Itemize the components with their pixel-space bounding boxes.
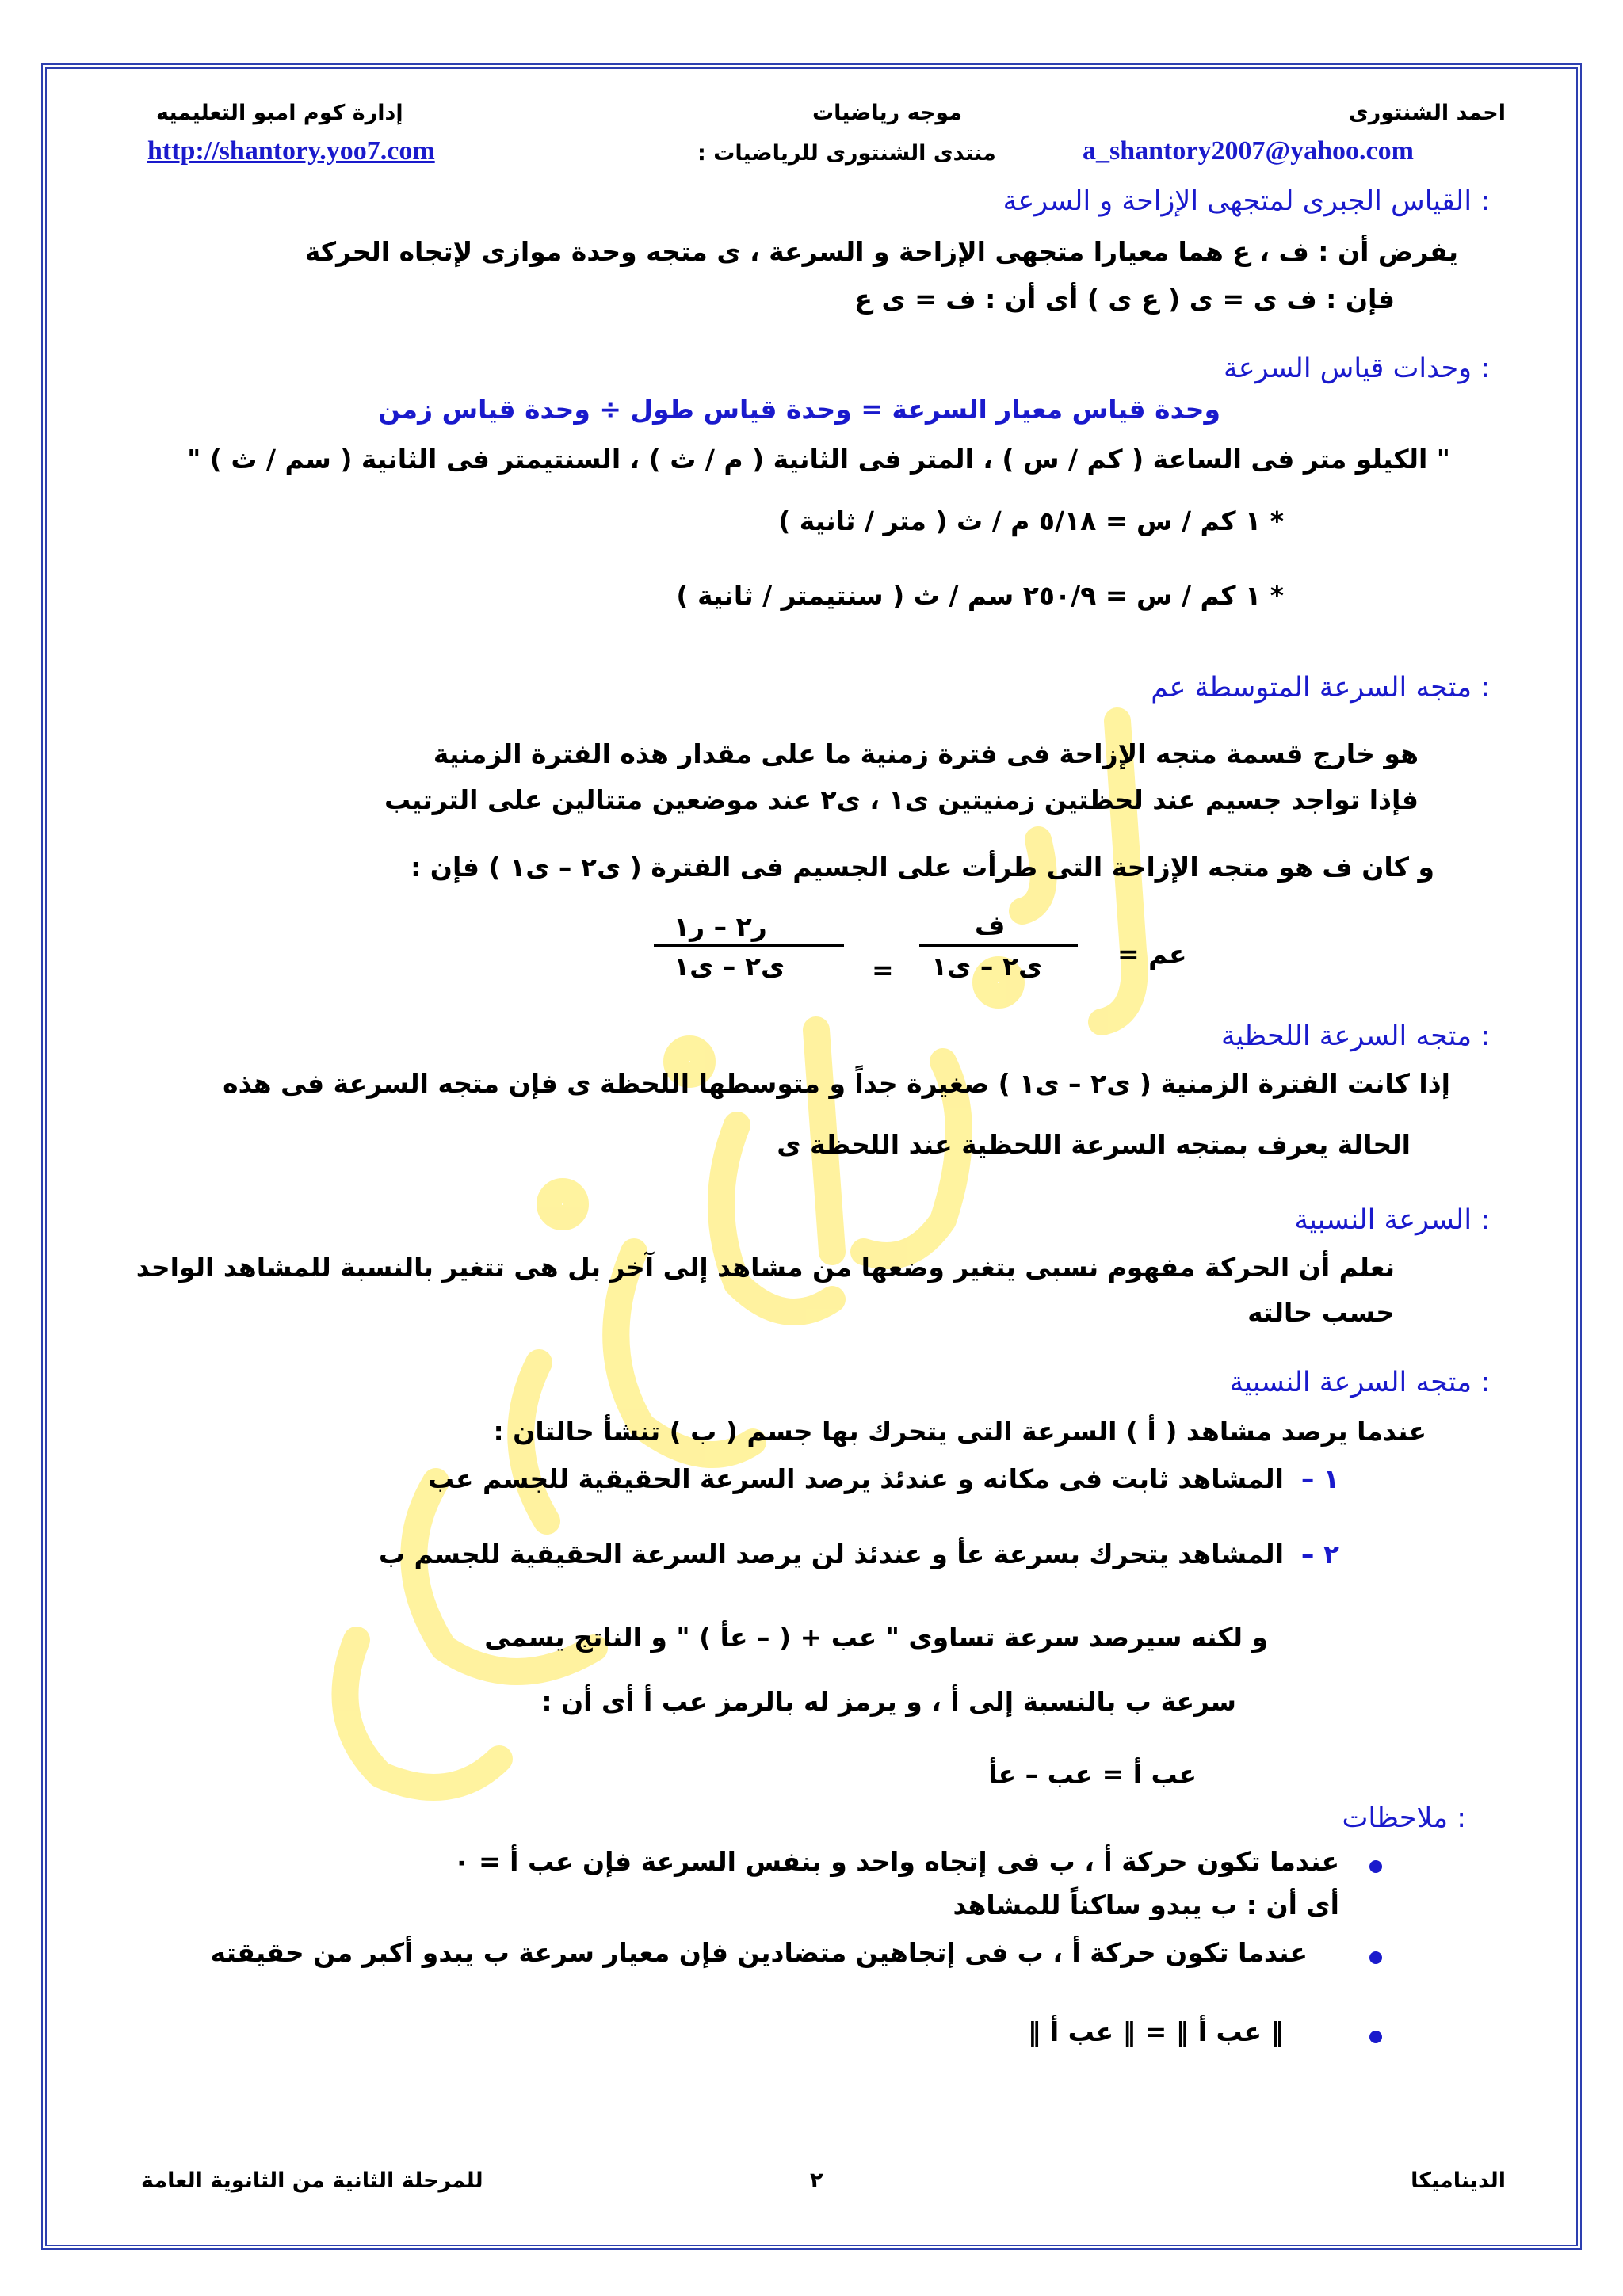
section-heading-instant-velocity: متجه السرعة اللحظية : bbox=[1220, 1020, 1490, 1052]
s6-item1: المشاهد ثابت فى مكانه و عندئذ يرصد السرعة الحقيقية للجسم عب bbox=[428, 1463, 1284, 1494]
bullet-icon bbox=[1369, 2031, 1382, 2043]
s3-line2: فإذا تواجد جسيم عند لحظتين زمنيتين ى١ ، ى٢ عند موضعين متتالين على الترتيب bbox=[384, 784, 1419, 815]
note-1b: أى أن : ب يبدو ساكناً للمشاهد bbox=[953, 1890, 1339, 1920]
s3-eq-den1: ى٢ – ى١ bbox=[931, 951, 1043, 982]
header-role: موجه رياضيات bbox=[812, 101, 963, 125]
note-2: عندما تكون حركة أ ، ب فى إتجاهين متضادين فإن معيار سرعة ب يبدو أكبر من حقيقته bbox=[210, 1937, 1308, 1968]
s3-line1: هو خارج قسمة متجه الإزاحة فى فترة زمنية ما على مقدار هذه الفترة الزمنية bbox=[433, 738, 1419, 769]
s3-line3: و كان ف هو متجه الإزاحة التى طرأت على الجسيم فى الفترة ( ى٢ – ى١ ) فإن : bbox=[411, 852, 1434, 883]
s3-eq-num2: ر٢ – ر١ bbox=[674, 911, 767, 942]
section-heading-algebraic: القياس الجبرى لمتجهى الإزاحة و السرعة : bbox=[1002, 185, 1490, 217]
s1-line1: يفرض أن : ف ، ع هما معيارا متجهى الإزاحة و السرعة ، ى متجه وحدة موازى لإتجاه الحركة bbox=[304, 236, 1458, 267]
s5-line1: نعلم أن الحركة مفهوم نسبى يتغير وضعها من مشاهد إلى آخر بل هى تتغير بالنسبة للمشاهد الواحد bbox=[136, 1252, 1395, 1283]
footer-subject: الديناميكا bbox=[1411, 2168, 1506, 2193]
s2-units: " الكيلو متر فى الساعة ( كم / س ) ، المتر فى الثانية ( م / ث ) ، السنتيمتر فى الثانية ( سم / ث ) " bbox=[187, 444, 1450, 475]
section-heading-relative-velocity: متجه السرعة النسبية : bbox=[1229, 1367, 1490, 1398]
header-url[interactable]: http://shantory.yoo7.com bbox=[147, 136, 435, 166]
header-email[interactable]: a_shantory2007@yahoo.com bbox=[1083, 136, 1414, 166]
note-1: عندما تكون حركة أ ، ب فى إتجاه واحد و بنفس السرعة فإن عب أ = ٠ bbox=[453, 1846, 1339, 1877]
s3-eq-mid: = bbox=[872, 955, 894, 986]
section-heading-average-velocity: متجه السرعة المتوسطة عم : bbox=[1151, 672, 1490, 704]
header-administration: إدارة كوم امبو التعليميه bbox=[156, 101, 403, 125]
s3-fraction-bar-2 bbox=[654, 944, 844, 947]
s6-line1: عندما يرصد مشاهد ( أ ) السرعة التى يتحرك بها جسم ( ب ) تنشأ حالتان : bbox=[493, 1416, 1426, 1447]
watermark-logo bbox=[262, 650, 1371, 1838]
footer-level: للمرحلة الثانية من الثانوية العامة bbox=[141, 2168, 483, 2193]
s6-line5: سرعة ب بالنسبة إلى أ ، و يرمز له بالرمز عب أ أى أن : bbox=[541, 1686, 1236, 1717]
s1-line2: فإن : ف ى = ى ( ع ى ) أى أن : ف = ى ع bbox=[854, 284, 1395, 315]
s2-rule: وحدة قياس معيار السرعة = وحدة قياس طول ÷ وحدة قياس زمن bbox=[377, 394, 1220, 425]
s2-eq1: * ١ كم / س = ٥/١٨ م / ث ( متر / ثانية ) bbox=[778, 505, 1284, 536]
footer-page-number: ٢ bbox=[810, 2168, 823, 2193]
s4-line1: إذا كانت الفترة الزمنية ( ى٢ – ى١ ) صغيرة جداً و متوسطها اللحظة ى فإن متجه السرعة فى هذه bbox=[223, 1068, 1450, 1099]
s3-eq-lhs: عم = bbox=[1117, 939, 1187, 970]
notes-heading: ملاحظات : bbox=[1342, 1802, 1466, 1834]
bullet-icon bbox=[1369, 1860, 1382, 1873]
bullet-icon bbox=[1369, 1951, 1382, 1964]
s6-eq: عب أ = عب – عأ bbox=[988, 1759, 1197, 1790]
note-3: ‖ عب أ ‖ = ‖ عب أ ‖ bbox=[1027, 2016, 1284, 2047]
s3-fraction-bar-1 bbox=[919, 944, 1078, 947]
s6-line4: و لكنه سيرصد سرعة تساوى " عب + ( – عأ ) " و الناتج يسمى bbox=[484, 1622, 1268, 1653]
header-forum: منتدى الشنتورى للرياضيات : bbox=[697, 141, 996, 166]
s4-line2: الحالة يعرف بمتجه السرعة اللحظية عند اللحظة ى bbox=[777, 1129, 1411, 1160]
section-heading-relative-speed: السرعة النسبية : bbox=[1294, 1204, 1490, 1236]
header-author: احمد الشنتورى bbox=[1349, 101, 1506, 125]
section-heading-units: وحدات قياس السرعة : bbox=[1223, 353, 1490, 384]
s5-line2: حسب حالته bbox=[1247, 1297, 1395, 1328]
s2-eq2: * ١ كم / س = ٢٥٠/٩ سم / ث ( سنتيمتر / ثانية ) bbox=[676, 580, 1284, 611]
s6-item2: المشاهد يتحرك بسرعة عأ و عندئذ لن يرصد السرعة الحقيقية للجسم ب bbox=[378, 1539, 1284, 1569]
s3-eq-den2: ى٢ – ى١ bbox=[674, 951, 785, 982]
s6-item2-num: ٢ – bbox=[1300, 1539, 1339, 1569]
s3-eq-num1: ف bbox=[975, 910, 1006, 940]
s6-item1-num: ١ – bbox=[1300, 1463, 1339, 1494]
